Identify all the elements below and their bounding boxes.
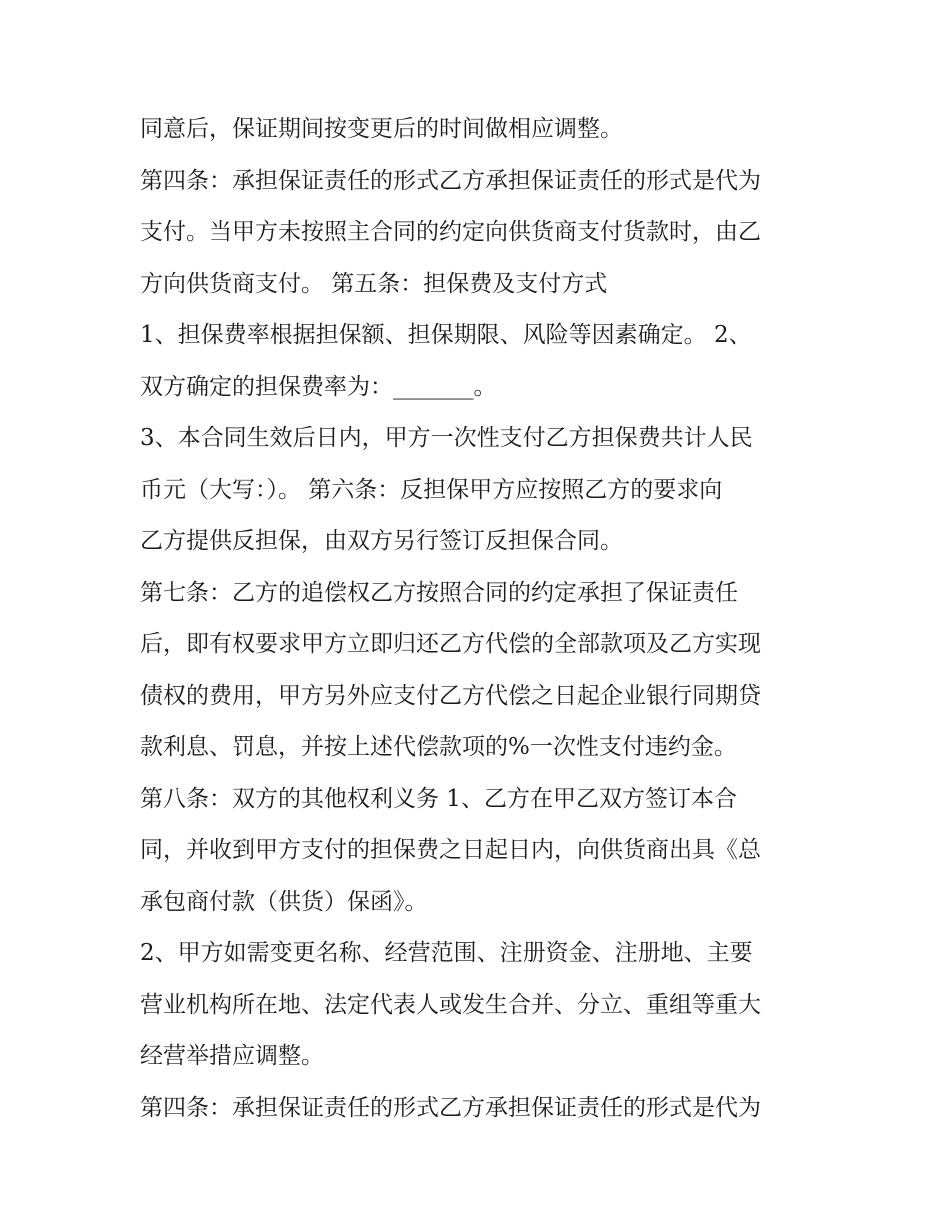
text-line: 营业机构所在地、法定代表人或发生合并、分立、重组等重大 — [140, 991, 761, 1018]
text-line: 第四条：承担保证责任的形式乙方承担保证责任的形式是代为 — [140, 1094, 761, 1121]
text-line: 双方确定的担保费率为：_______。 — [140, 373, 497, 400]
text-line: 第四条：承担保证责任的形式乙方承担保证责任的形式是代为 — [140, 167, 761, 194]
text-line: 第七条：乙方的追偿权乙方按照合同的约定承担了保证责任 — [140, 579, 738, 606]
text-line: 3、本合同生效后日内，甲方一次性支付乙方担保费共计人民 — [140, 425, 753, 451]
text-line: 经营举措应调整。 — [140, 1043, 324, 1069]
text-line: 款利息、罚息，并按上述代偿款项的%一次性支付违约金。 — [140, 734, 737, 760]
text-line: 2、甲方如需变更名称、经营范围、注册资金、注册地、主要 — [140, 940, 753, 966]
text-line: 承包商付款（供货）保函》。 — [140, 888, 428, 915]
text-line: 乙方提供反担保，由双方另行签订反担保合同。 — [140, 528, 623, 554]
contract-text-body — [140, 104, 820, 1134]
text-line: 第八条：双方的其他权利义务 1、乙方在甲乙双方签订本合 — [140, 785, 737, 812]
text-line: 同，并收到甲方支付的担保费之日起日内，向供货商出具《总 — [140, 837, 761, 863]
text-line: 币元（大写：）。 第六条：反担保甲方应按照乙方的要求向 — [140, 476, 723, 503]
text-line: 1、担保费率根据担保额、担保期限、风险等因素确定。 2、 — [140, 322, 752, 348]
text-line: 支付。当甲方未按照主合同的约定向供货商支付货款时，由乙 — [140, 219, 761, 245]
text-line: 方向供货商支付。 第五条：担保费及支付方式 — [140, 270, 608, 297]
text-line: 后，即有权要求甲方立即归还乙方代偿的全部款项及乙方实现 — [140, 631, 761, 657]
text-line: 债权的费用，甲方另外应支付乙方代偿之日起企业银行同期贷 — [140, 682, 761, 709]
text-line: 同意后，保证期间按变更后的时间做相应调整。 — [140, 116, 623, 142]
